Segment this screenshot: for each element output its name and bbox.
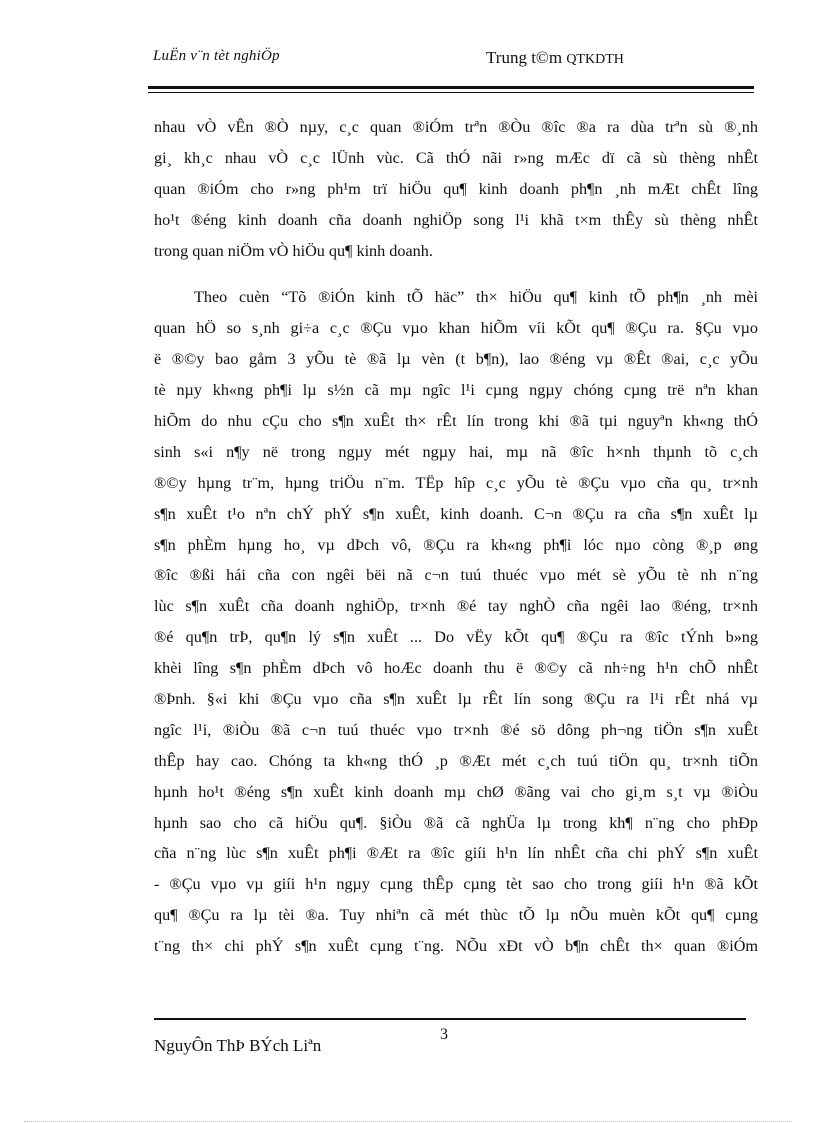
text-line: thÊp hay cao. Chóng ta kh«ng thÓ ¸p ®Æt mét c¸ch tuú tiÖn qu¸ tr×nh tiÕn — [154, 751, 758, 770]
text-line: ngîc l¹i, ®iÒu ®ã c¬n tuú thuéc vµo tr×nh ®é sö dông ph¬ng tiÖn s¶n xuÊt — [154, 720, 758, 739]
text-line: ho¹t ®éng kinh doanh cña doanh nghiÖp song l¹i khã t×m thÊy sù thèng nhÊt — [154, 210, 758, 229]
paragraph-2 — [154, 282, 758, 962]
text-line: cña n¨ng lùc s¶n xuÊt ph¶i ®Æt ra ®îc giíi h¹n lín nhÊt cña chi phÝ s¶n xuÊt — [154, 844, 758, 863]
text-line: s¶n phÈm hµng ho¸ vµ dÞch vô, ®Çu ra kh«ng ph¶i lóc nµo còng ®¸p øng — [154, 535, 758, 554]
page-number: 3 — [440, 1026, 448, 1043]
text-line: t¨ng th× chi phÝ s¶n xuÊt cµng t¨ng. NÕu xÐt vÒ b¶n chÊt th× quan ®iÓm — [154, 937, 758, 956]
text-line: quan hÖ so s¸nh gi÷a c¸c ®Çu vµo khan hiÕm víi kÕt qu¶ ®Çu ra. §Çu vµo — [154, 319, 758, 338]
text-line: hiÕm do nhu cÇu cho s¶n xuÊt th× rÊt lín trong khi ®ã tµi nguyªn kh«ng thÓ — [154, 412, 758, 431]
text-line: sinh s«i n¶y në trong ngµy mét ngµy hai, mµ nã ®îc h×nh thµnh tõ c¸ch — [154, 442, 758, 461]
header-rule-thin — [148, 92, 754, 93]
text-line: lùc s¶n xuÊt cña doanh nghiÖp, tr×nh ®é tay nghÒ cña ngêi lao ®éng, tr×nh — [154, 597, 758, 616]
text-line: qu¶ ®Çu ra lµ tèi ®a. Tuy nhiªn cã mét thùc tÕ lµ nÕu muèn kÕt qu¶ cµng — [154, 906, 758, 925]
text-line: ®©y hµng tr¨m, hµng triÖu n¨m. TËp hîp c¸c yÕu tè ®Çu vµo cña qu¸ tr×nh — [154, 473, 758, 492]
text-line: ë ®©y bao gåm 3 yÕu tè ®ã lµ vèn (t b¶n), lao ®éng vµ ®Êt ®ai, c¸c yÕu — [154, 350, 758, 369]
paragraph-gap — [154, 266, 758, 282]
text-line: nhau vÒ vÊn ®Ò nµy, c¸c quan ®iÓm trªn ®Òu ®îc ®a ra dùa trªn sù ®¸nh — [154, 118, 758, 136]
text-line: quan ®iÓm cho r»ng ph¹m trï hiÖu qu¶ kinh doanh ph¶n ¸nh mÆt chÊt lîng — [154, 179, 758, 198]
text-line: trong quan niÖm vÒ hiÖu qu¶ kinh doanh. — [154, 241, 433, 260]
text-line: - ®Çu vµo vµ giíi h¹n ngµy cµng thÊp cµng tèt sao cho trong giíi h¹n ®ã kÕt — [154, 875, 758, 894]
text-line: khèi lîng s¶n phÈm dÞch vô hoÆc doanh thu ë ®©y cã nh÷ng h¹n chÕ nhÊt — [154, 659, 758, 678]
body-text — [154, 112, 758, 962]
text-line: ®é qu¶n trÞ, qu¶n lý s¶n xuÊt ... Do vËy kÕt qu¶ ®Çu ra ®îc tÝnh b»ng — [154, 628, 758, 647]
text-line: Theo cuèn “Tõ ®iÓn kinh tÕ häc” th× hiÖu qu¶ kinh tÕ ph¶n ¸nh mèi — [194, 288, 758, 307]
page-bottom-dotted-border — [24, 1121, 792, 1122]
header-thesis-title: LuËn v¨n tèt nghiÖp — [153, 48, 280, 64]
footer-author: NguyÔn ThÞ BÝch Liªn — [154, 1036, 322, 1055]
text-line: tè nµy kh«ng ph¶i lµ s½n cã mµ ngîc l¹i cµng ngµy chóng cµng trë nªn khan — [154, 381, 758, 400]
paragraph-1 — [154, 112, 758, 266]
text-line: hµnh sao cho cã hiÖu qu¶. §iÒu ®ã cã nghÜa lµ trong kh¶ n¨ng cho phÐp — [154, 813, 758, 832]
header-center-sub: QTKDTH — [566, 52, 624, 67]
text-line: gi¸ kh¸c nhau vÒ c¸c lÜnh vùc. Cã thÓ nãi r»ng mÆc dï cã sù thèng nhÊt — [154, 148, 758, 167]
text-line: hµnh ho¹t ®éng s¶n xuÊt kinh doanh mµ chØ ®ãng vai cho gi¸m s¸t vµ ®iÒu — [154, 782, 758, 801]
header-center-name — [486, 48, 624, 68]
footer-rule — [154, 1018, 746, 1020]
text-line: ®Þnh. §«i khi ®Çu vµo cña s¶n xuÊt lµ rÊt lín song ®Çu ra l¹i rÊt nhá vµ — [154, 690, 758, 709]
header-center-main: Trung t©m — [486, 48, 563, 67]
text-line: s¶n xuÊt t¹o nªn chÝ phÝ s¶n xuÊt, kinh doanh. C¬n ®Çu ra cña s¶n xuÊt lµ — [154, 504, 758, 523]
text-line: ®îc ®ßi hái cña con ngêi bëi nã c¬n tuú thuéc vµo mét sè yÕu tè nh n¨ng — [154, 566, 758, 585]
header-rule-thick — [148, 86, 754, 89]
